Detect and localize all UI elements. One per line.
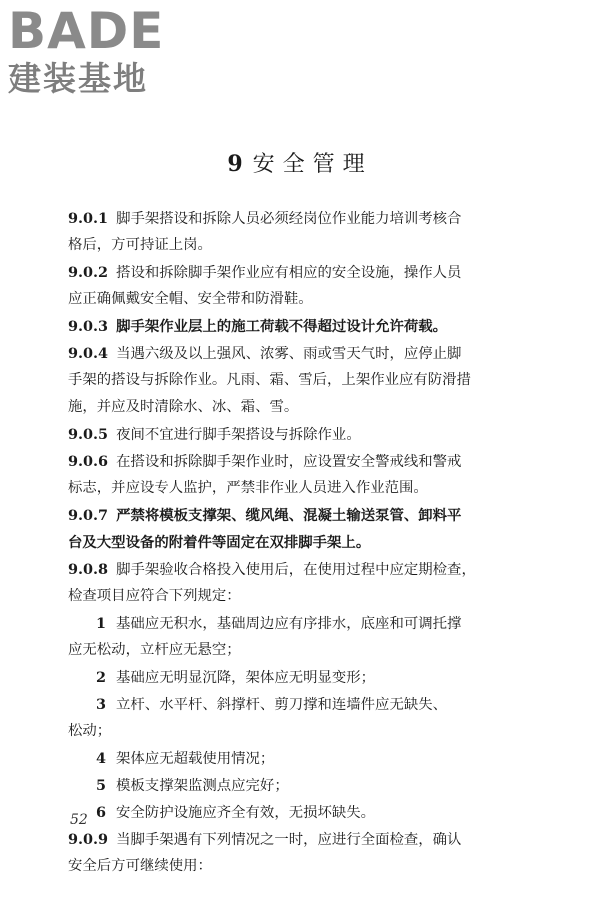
clause-number: 9.0.7 (68, 507, 109, 524)
item-text: 基础应无积水，基础周边应有序排水，底座和可调托撑 (116, 616, 462, 632)
clause-9-0-5 (68, 421, 530, 448)
item-text: 松动； (68, 723, 112, 739)
logo-text-cn: 建装基地 (8, 59, 148, 98)
clause-9-0-4 (68, 340, 530, 367)
clause-text: 台及大型设备的附着件等固定在双排脚手架上。 (68, 534, 371, 551)
clause-text: 夜间不宜进行脚手架搭设与拆除作业。 (116, 427, 361, 443)
chapter-number: 9 (227, 151, 243, 177)
item-number: 3 (96, 696, 107, 713)
clause-9-0-2 (68, 259, 530, 286)
clause-text: 手架的搭设与拆除作业。凡雨、霜、雪后，上架作业应有防滑措 (68, 372, 471, 388)
item-text: 模板支撑架监测点应完好； (116, 778, 289, 794)
clause-text: 应正确佩戴安全帽、安全带和防滑鞋。 (68, 291, 313, 307)
list-item (68, 745, 530, 772)
clause-number: 9.0.2 (68, 264, 109, 281)
clause-text: 施，并应及时清除水、冰、霜、雪。 (68, 399, 299, 415)
logo-text-en: BADE (8, 2, 165, 60)
clause-9-0-3 (68, 313, 530, 340)
clause-text: 搭设和拆除脚手架作业应有相应的安全设施，操作人员 (116, 265, 462, 281)
item-text: 应无松动，立杆应无悬空； (68, 642, 241, 658)
clause-text: 标志，并应设专人监护，严禁非作业人员进入作业范围。 (68, 480, 428, 496)
clause-9-0-1 (68, 205, 530, 232)
clause-number: 9.0.3 (68, 318, 109, 335)
clause-text: 检查项目应符合下列规定： (68, 588, 241, 604)
clause-9-0-6 (68, 448, 530, 475)
clause-number: 9.0.5 (68, 426, 109, 443)
clause-text: 严禁将模板支撑架、缆风绳、混凝土输送泵管、卸料平 (116, 507, 462, 524)
item-number: 4 (96, 750, 107, 767)
list-item (68, 691, 530, 718)
clause-text: 安全后方可继续使用： (68, 858, 212, 874)
clause-text: 格后，方可持证上岗。 (68, 237, 212, 253)
brand-logo (8, 4, 178, 98)
clause-text: 当遇六级及以上强风、浓雾、雨或雪天气时，应停止脚 (116, 346, 462, 362)
clause-text: 脚手架作业层上的施工荷载不得超过设计允许荷载。 (116, 318, 448, 335)
item-number: 2 (96, 669, 107, 686)
clause-text: 脚手架验收合格投入使用后，在使用过程中应定期检查， (116, 562, 476, 578)
clause-text: 当脚手架遇有下列情况之一时，应进行全面检查，确认 (116, 832, 462, 848)
clause-number: 9.0.1 (68, 210, 109, 227)
clause-number: 9.0.8 (68, 561, 109, 578)
list-item (68, 664, 530, 691)
item-text: 架体应无超载使用情况； (116, 751, 275, 767)
item-text: 基础应无明显沉降，架体应无明显变形； (116, 670, 376, 686)
clause-9-0-8 (68, 556, 530, 583)
list-item (68, 610, 530, 637)
chapter-title (0, 147, 600, 178)
clause-number: 9.0.6 (68, 453, 109, 470)
item-text: 立杆、水平杆、斜撑杆、剪刀撑和连墙件应无缺失、 (116, 697, 448, 713)
document-body (68, 205, 530, 880)
item-text: 安全防护设施应齐全有效，无损坏缺失。 (116, 805, 376, 821)
list-item (68, 772, 530, 799)
page-number: 52 (70, 812, 88, 828)
clause-number: 9.0.9 (68, 831, 109, 848)
clause-number: 9.0.4 (68, 345, 109, 362)
clause-9-0-9 (68, 826, 530, 853)
chapter-title-text: 安全管理 (252, 152, 373, 177)
clause-9-0-7 (68, 502, 530, 529)
item-number: 6 (96, 804, 107, 821)
item-number: 5 (96, 777, 107, 794)
clause-text: 在搭设和拆除脚手架作业时，应设置安全警戒线和警戒 (116, 454, 462, 470)
list-item (68, 799, 530, 826)
item-number: 1 (96, 615, 107, 632)
clause-text: 脚手架搭设和拆除人员必须经岗位作业能力培训考核合 (116, 211, 462, 227)
